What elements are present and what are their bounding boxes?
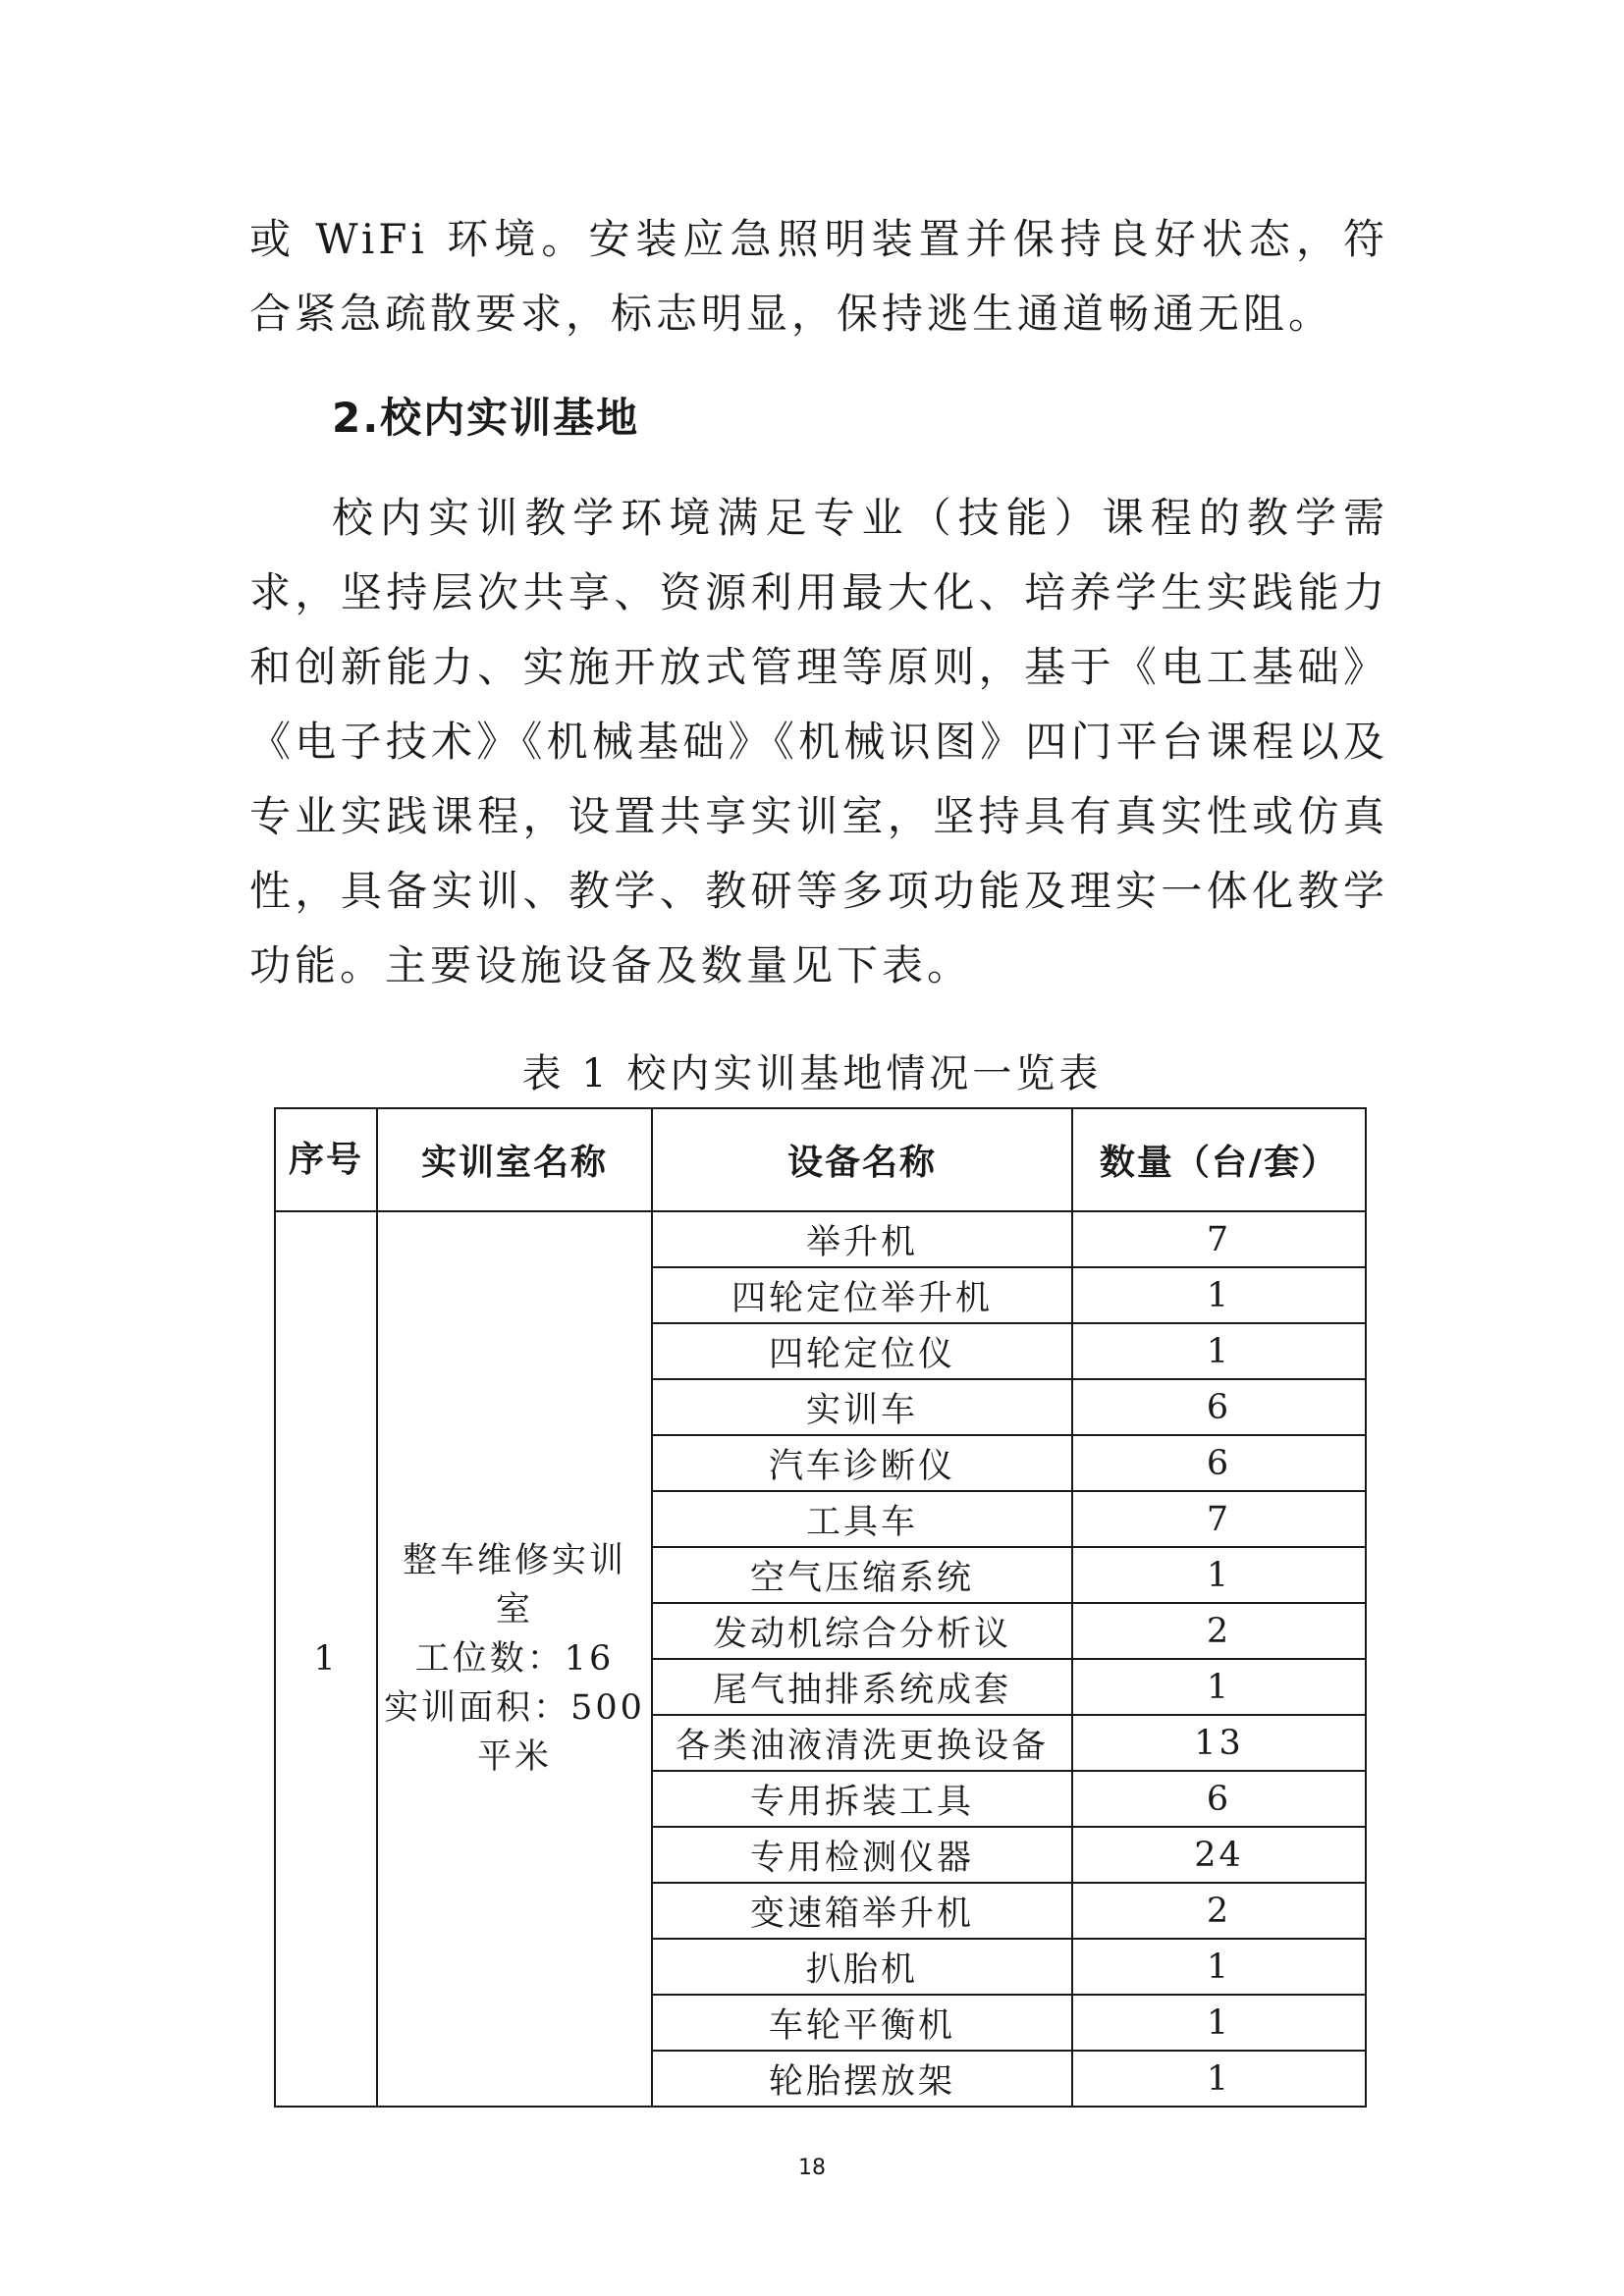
cell-seq: 1 (275, 1211, 377, 2107)
cell-quantity: 13 (1072, 1715, 1366, 1771)
cell-equipment: 各类油液清洗更换设备 (652, 1715, 1072, 1771)
table-caption: 表 1 校内实训基地情况一览表 (521, 1051, 1103, 1096)
cell-quantity: 6 (1072, 1379, 1366, 1435)
cell-quantity: 24 (1072, 1827, 1366, 1883)
cell-equipment: 变速箱举升机 (652, 1883, 1072, 1939)
header-quantity: 数量（台/套） (1072, 1108, 1366, 1211)
training-base-table (274, 1107, 1367, 2108)
header-room: 实训室名称 (377, 1108, 652, 1211)
cell-equipment: 轮胎摆放架 (652, 2051, 1072, 2107)
cell-quantity: 2 (1072, 1603, 1366, 1659)
header-equipment: 设备名称 (652, 1108, 1072, 1211)
cell-quantity: 1 (1072, 1659, 1366, 1715)
table-row (275, 1211, 1366, 1267)
cell-equipment: 专用拆装工具 (652, 1771, 1072, 1827)
cell-equipment: 四轮定位举升机 (652, 1267, 1072, 1323)
cell-quantity: 6 (1072, 1771, 1366, 1827)
cell-quantity: 7 (1072, 1211, 1366, 1267)
cell-quantity: 1 (1072, 1939, 1366, 1995)
table-body (275, 1211, 1366, 2107)
cell-quantity: 1 (1072, 1267, 1366, 1323)
table-header-row (275, 1108, 1366, 1211)
cell-quantity: 1 (1072, 1547, 1366, 1603)
cell-quantity: 1 (1072, 1995, 1366, 2051)
body-paragraph-2: 校内实训教学环境满足专业（技能）课程的教学需求，坚持层次共享、资源利用最大化、培养学生实践能力和创新能力、实施开放式管理等原则，基于《电工基础》《电子技术》《机械基础》《机械识图》四门平台课程以及专业实践课程，设置共享实训室，坚持具有真实性或仿真性，具备实训、教学、教研等多项功能及理实一体化教学功能。主要设施设备及数量见下表。 (249, 494, 1388, 989)
cell-equipment: 四轮定位仪 (652, 1323, 1072, 1379)
section-heading: 2.校内实训基地 (332, 394, 640, 442)
room-name-line: 整车维修实训 (402, 1541, 626, 1580)
room-name-line: 平米 (476, 1737, 552, 1777)
cell-equipment: 举升机 (652, 1211, 1072, 1267)
cell-quantity: 6 (1072, 1435, 1366, 1491)
cell-quantity: 1 (1072, 1323, 1366, 1379)
cell-equipment: 工具车 (652, 1491, 1072, 1547)
cell-equipment: 实训车 (652, 1379, 1072, 1435)
room-name-line: 实训面积：500 (384, 1688, 645, 1728)
cell-quantity: 7 (1072, 1491, 1366, 1547)
room-name-line: 室 (495, 1590, 533, 1629)
cell-room-name (377, 1211, 652, 2107)
cell-equipment: 扒胎机 (652, 1939, 1072, 1995)
cell-quantity: 1 (1072, 2051, 1366, 2107)
cell-equipment: 空气压缩系统 (652, 1547, 1072, 1603)
header-seq: 序号 (275, 1108, 377, 1211)
cell-quantity: 2 (1072, 1883, 1366, 1939)
room-name-line: 工位数：16 (414, 1639, 615, 1679)
cell-equipment: 发动机综合分析议 (652, 1603, 1072, 1659)
cell-equipment: 尾气抽排系统成套 (652, 1659, 1072, 1715)
page-number: 18 (798, 2156, 826, 2180)
body-paragraph-1: 或 WiFi 环境。安装应急照明装置并保持良好状态，符合紧急疏散要求，标志明显，保持逃生通道畅通无阻。 (249, 215, 1388, 338)
cell-equipment: 车轮平衡机 (652, 1995, 1072, 2051)
cell-equipment: 专用检测仪器 (652, 1827, 1072, 1883)
cell-equipment: 汽车诊断仪 (652, 1435, 1072, 1491)
